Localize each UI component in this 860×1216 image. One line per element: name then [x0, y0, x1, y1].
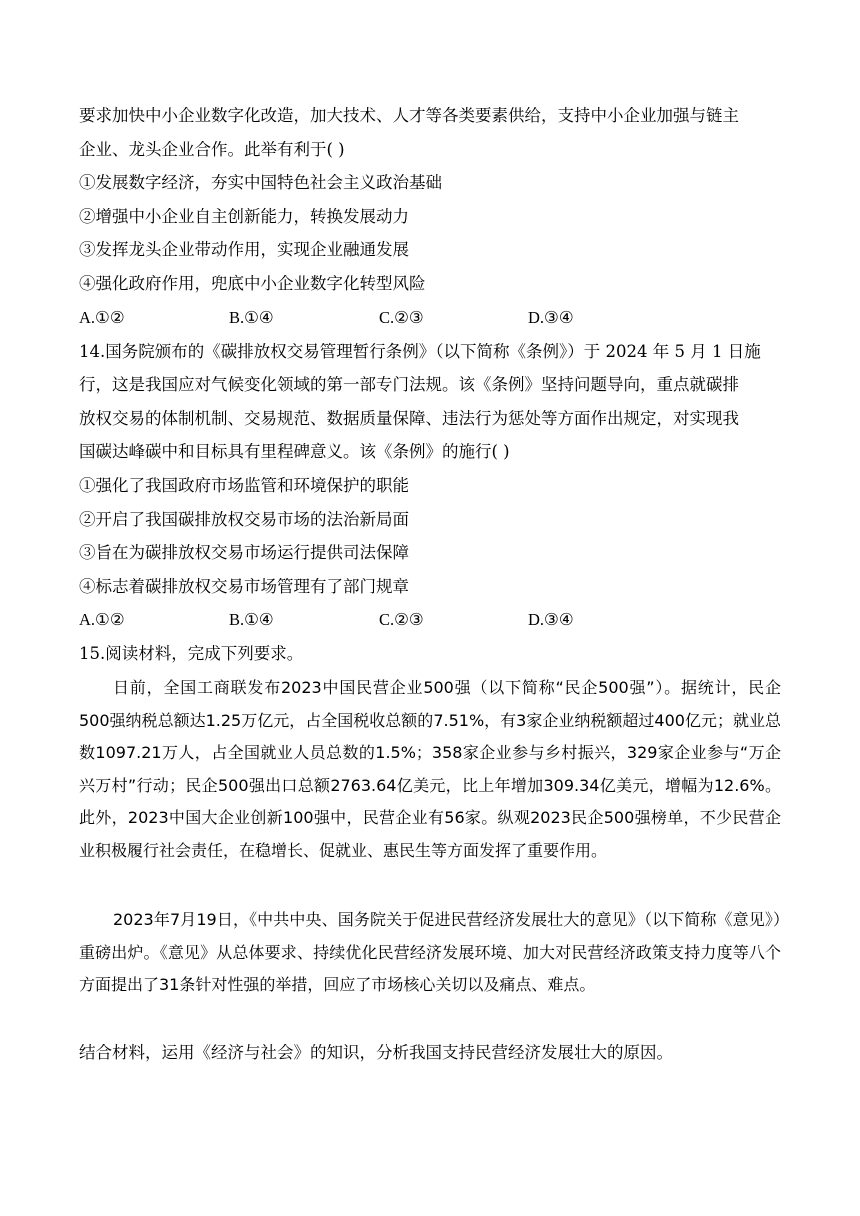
q13-statement-4: ④强化政府作用，兜底中小企业数字化转型风险 [79, 274, 426, 293]
q14-option-d: D.③④ [528, 610, 574, 629]
q13-option-b: B.①④ [229, 308, 274, 327]
q14-option-c: C.②③ [379, 610, 424, 629]
q14-stem-line-4: 国碳达峰碳中和目标具有里程碑意义。该《条例》的施行( ) [79, 442, 510, 461]
q14-stem-line-1: 14.国务院颁布的《碳排放权交易管理暂行条例》（以下简称《条例》）于 2024 年 5 月 1 日施 [79, 342, 761, 361]
q15-title: 15.阅读材料，完成下列要求。 [79, 644, 304, 663]
q14-option-b: B.①④ [229, 610, 274, 629]
q15-material-paragraph-1: 日前，全国工商联发布2023中国民营企业500强（以下简称“民企500强”）。据统计，民企500强纳税总额达1.25万亿元，占全国税收总额的7.51%，有3家企业纳税额超过400亿元；就业总数1097.21万人，占全国就业人员总数的1.5%；358家企业参与乡村振兴，329家企业参与“万企兴万村”行动；民企500强出口总额2763.64亿美元，比上年增加309.34亿美元，增幅为12.6%。此外，2023中国大企业创新100强中，民营企业有56家。纵观2023民企500强榜单，不少民营企业积极履行社会责任，在稳增长、促就业、惠民生等方面发挥了重要作用。 [79, 678, 781, 860]
q13-statement-2: ②增强中小企业自主创新能力，转换发展动力 [79, 207, 409, 226]
q13-stem-line-2: 企业、龙头企业合作。此举有利于( ) [79, 140, 345, 159]
q14-stem-line-3: 放权交易的体制机制、交易规范、数据质量保障、违法行为惩处等方面作出规定，对实现我 [79, 409, 739, 428]
q15-material-paragraph-2: 2023年7月19日，《中共中央、国务院关于促进民营经济发展壮大的意见》（以下简称《意见》）重磅出炉。《意见》从总体要求、持续优化民营经济发展环境、加大对民营经济政策支持力度等八个方面提出了31条针对性强的举措，回应了市场核心关切以及痛点、难点。 [79, 910, 781, 995]
q13-option-a: A.①② [79, 308, 125, 327]
q14-option-a: A.①② [79, 610, 125, 629]
q14-statement-4: ④标志着碳排放权交易市场管理有了部门规章 [79, 577, 409, 596]
q14-stem-line-2: 行，这是我国应对气候变化领域的第一部专门法规。该《条例》坚持问题导向，重点就碳排 [79, 375, 739, 394]
q14-statement-1: ①强化了我国政府市场监管和环境保护的职能 [79, 476, 409, 495]
q13-statement-3: ③发挥龙头企业带动作用，实现企业融通发展 [79, 240, 409, 259]
q14-statement-2: ②开启了我国碳排放权交易市场的法治新局面 [79, 510, 409, 529]
q15-requirement: 结合材料，运用《经济与社会》的知识，分析我国支持民营经济发展壮大的原因。 [79, 1043, 673, 1062]
q13-statement-1: ①发展数字经济，夯实中国特色社会主义政治基础 [79, 173, 442, 192]
q14-statement-3: ③旨在为碳排放权交易市场运行提供司法保障 [79, 543, 409, 562]
q13-option-d: D.③④ [528, 308, 574, 327]
q13-stem-line-1: 要求加快中小企业数字化改造，加大技术、人才等各类要素供给，支持中小企业加强与链主 [79, 106, 739, 125]
q13-option-c: C.②③ [379, 308, 424, 327]
